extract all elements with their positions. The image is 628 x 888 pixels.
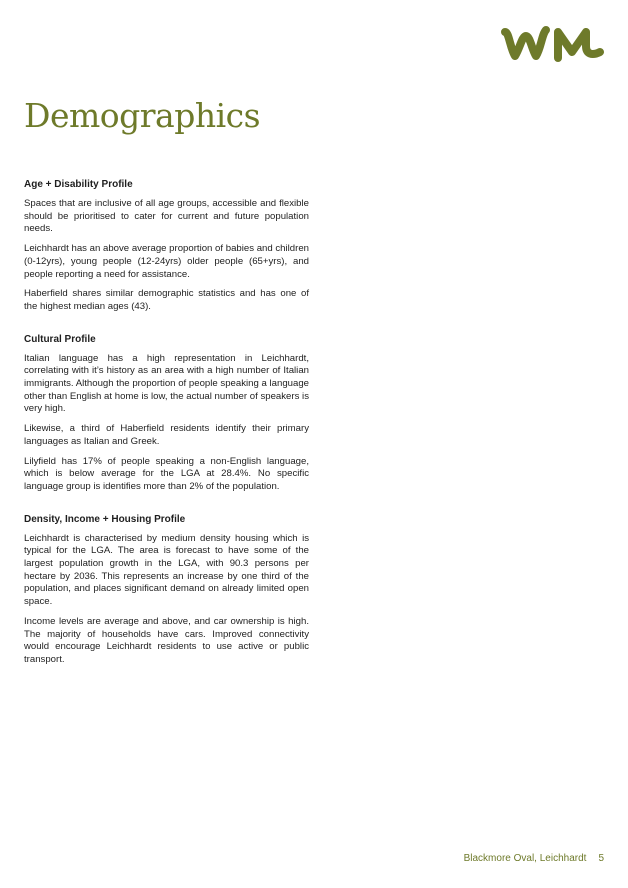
footer-text: Blackmore Oval, Leichhardt xyxy=(463,853,587,864)
section-density-income-housing xyxy=(24,514,309,667)
section-heading: Density, Income + Housing Profile xyxy=(24,513,186,525)
paragraph: Haberfield shares similar demographic statistics and has one of the highest median ages (43). xyxy=(24,288,309,312)
page-footer xyxy=(464,853,604,864)
page-number: 5 xyxy=(598,853,604,864)
paragraph: Leichhardt is characterised by medium density housing which is typical for the LGA. The area is forecast to have some of the largest population growth in the LGA, with 90.3 persons per hectare by 2036. This represents an increase by one third of the population, and places significant demand on already limited open space. xyxy=(24,532,309,608)
paragraph: Income levels are average and above, and car ownership is high. The majority of households have cars. Improved connectivity would encourage Leichhardt residents to use active or public transport. xyxy=(24,615,309,665)
content-column xyxy=(24,179,309,687)
section-age-disability xyxy=(24,179,309,314)
paragraph: Spaces that are inclusive of all age groups, accessible and flexible should be prioritised to cater for current and future population needs. xyxy=(24,198,309,235)
page-title: Demographics xyxy=(24,96,261,135)
section-heading: Cultural Profile xyxy=(24,333,96,345)
paragraph: Italian language has a high representation in Leichhardt, correlating with it’s history as an area with a high number of Italian immigrants. Although the proportion of people speaking a language other than English at home is low, the actual number of speakers is very high. xyxy=(24,352,309,415)
paragraph: Likewise, a third of Haberfield residents identify their primary languages as Italian and Greek. xyxy=(24,423,309,447)
section-cultural xyxy=(24,334,309,494)
paragraph: Leichhardt has an above average proportion of babies and children (0-12yrs), young people (12-24yrs) older people (65+yrs), and people reporting a need for assistance. xyxy=(24,243,309,280)
section-heading: Age + Disability Profile xyxy=(24,179,133,190)
wm-logo-icon xyxy=(500,22,606,64)
paragraph: Lilyfield has 17% of people speaking a non-English language, which is below average for the LGA at 28.4%. No specific language group is identifies more than 2% of the population. xyxy=(24,455,309,492)
